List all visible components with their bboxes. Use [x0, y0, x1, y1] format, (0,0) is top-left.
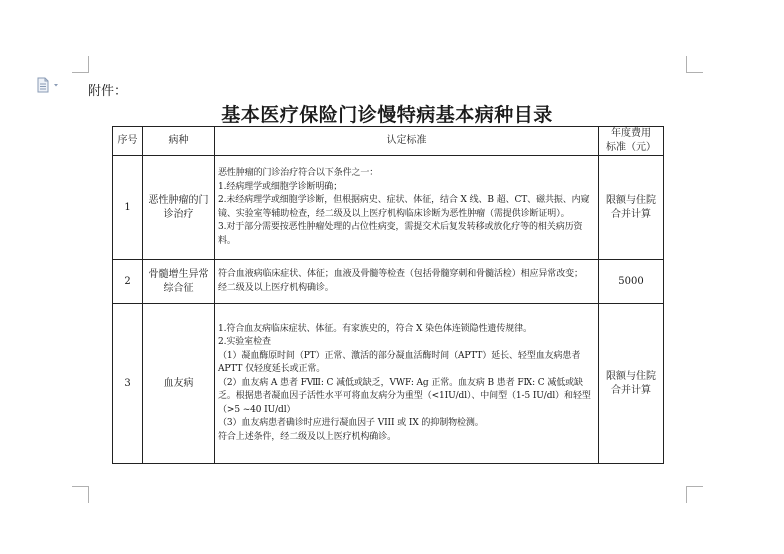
row-criteria: [215, 156, 599, 260]
table-row: [113, 260, 664, 304]
table-row: [113, 156, 664, 260]
row-criteria: [215, 304, 599, 464]
row-disease: 骨髓增生异常综合征: [143, 260, 215, 304]
attachment-label: 附件：: [88, 84, 128, 99]
column-header-fee: [599, 127, 664, 156]
column-header-fee-line1: 年度费用: [611, 128, 651, 139]
criteria-line: 3.对于部分需要按恶性肿瘤处理的占位性病变，需提交术后复发转移或放化疗等的相关病历资料。: [218, 222, 583, 246]
criteria-line: 1.符合血友病临床症状、体征。有家族史的，符合 X 染色体连锁隐性遗传规律。: [218, 323, 532, 334]
column-header-no: 序号: [113, 127, 143, 156]
row-criteria: [215, 260, 599, 304]
row-fee: 限额与住院合并计算: [599, 304, 664, 464]
criteria-line: 符合血液病临床症状、体征；血液及骨髓等检查（包括骨髓穿刺和骨髓活检）相应异常改变；: [218, 269, 583, 279]
criteria-line: 2.未经病理学或细胞学诊断，但根据病史、症状、体征，结合 X 线、B 超、CT、磁共振、内窥镜、实验室等辅助检查，经二级及以上医疗机构临床诊断为恶性肿瘤（需提供诊断证明）。: [218, 195, 590, 219]
crop-mark-top-left: [72, 56, 89, 73]
disease-catalog-table: [112, 126, 664, 464]
table-row: [113, 304, 664, 464]
crop-mark-bottom-right: [686, 486, 703, 503]
column-header-criteria: 认定标准: [215, 127, 599, 156]
criteria-line: （2）血友病 A 患者 FⅧ: C 减低或缺乏，VWF: Ag 正常。血友病 B 患者 FⅨ: C 减低或缺乏。根据患者凝血因子活性水平可将血友病分为重型（<1IU/dl）、中间型（1-5 IU/dl）和轻型（>5 ~40 IU/dl）: [218, 377, 591, 415]
criteria-line: 经二级及以上医疗机构确诊。: [218, 282, 334, 293]
column-header-fee-line2: 标准（元）: [606, 142, 656, 153]
criteria-line: （3）血友病患者确诊时应进行凝血因子 VIII 或 IX 的抑制物检测。: [218, 418, 484, 429]
row-no: 1: [113, 156, 143, 260]
row-fee: 限额与住院合并计算: [599, 156, 664, 260]
document-title: 基本医疗保险门诊慢特病基本病种目录: [221, 104, 553, 126]
column-header-disease: 病种: [143, 127, 215, 156]
crop-mark-top-right: [686, 56, 703, 73]
criteria-line: 2.实验室检查: [218, 337, 271, 348]
row-fee: 5000: [599, 260, 664, 304]
criteria-line: 恶性肿瘤的门诊治疗符合以下条件之一：: [218, 168, 379, 178]
row-no: 3: [113, 304, 143, 464]
table-header-row: [113, 127, 664, 156]
criteria-line: （1）凝血酶原时间（PT）正常、激活的部分凝血活酶时间（APTT）延长、轻型血友病患者 APTT 仅轻度延长或正常。: [218, 350, 581, 375]
crop-mark-bottom-left: [72, 486, 89, 503]
document-options-icon[interactable]: [36, 77, 62, 93]
row-disease: 恶性肿瘤的门诊治疗: [143, 156, 215, 260]
criteria-line: 符合上述条件，经二级及以上医疗机构确诊。: [218, 431, 397, 442]
row-no: 2: [113, 260, 143, 304]
row-disease: 血友病: [143, 304, 215, 464]
criteria-line: 1.经病理学或细胞学诊断明确；: [218, 181, 343, 192]
